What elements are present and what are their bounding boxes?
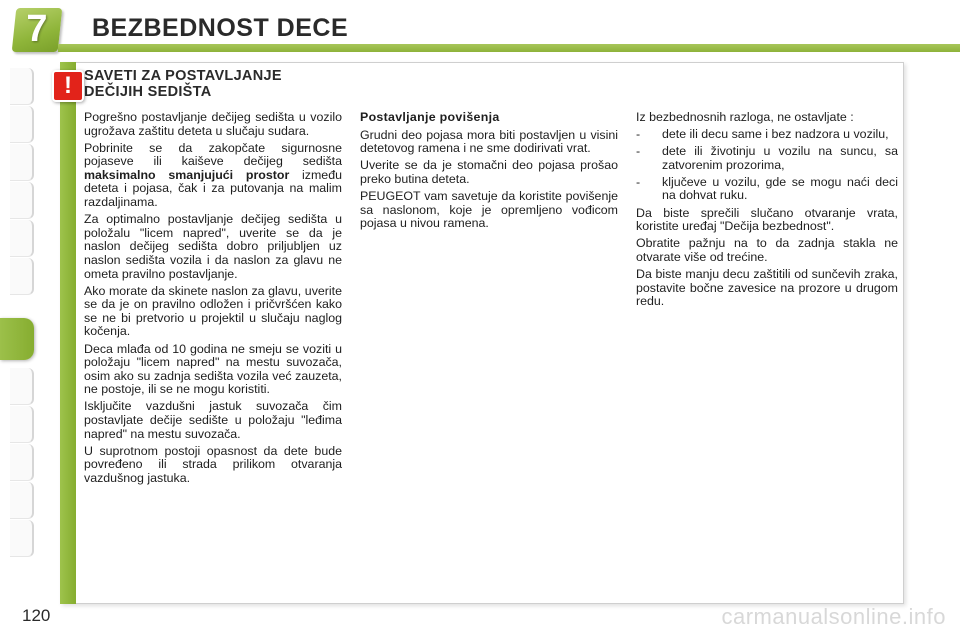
list-dash: -: [636, 127, 641, 142]
text-column-2: [360, 111, 618, 234]
list-dash: -: [636, 174, 641, 189]
chapter-tab[interactable]: [10, 482, 34, 519]
paragraph: Grudni deo pojasa mora biti postavljen u visini detetovog ramena i ne sme dodirivati vrat.: [360, 127, 618, 156]
list-item-text: dete ili decu same i bez nadzora u vozilu,: [662, 127, 889, 142]
list-item: [636, 145, 898, 172]
chapter-tab[interactable]: [10, 520, 34, 557]
chapter-tab[interactable]: [10, 220, 34, 257]
paragraph: PEUGEOT vam savetuje da koristite povišenje sa naslonom, koje je opremljeno vođicom pojasa u nivou ramena.: [360, 188, 618, 231]
watermark: carmanualsonline.info: [721, 604, 946, 629]
chapter-tab[interactable]: [10, 144, 34, 181]
paragraph: U suprotnom postoji opasnost da dete bude povređeno ili strada prilikom otvaranja vazdušnog jastuka.: [84, 443, 342, 485]
paragraph-text: između deteta i pojasa, čak i za putovanja na malim razdaljinama.: [84, 167, 342, 210]
section-title: [84, 68, 282, 100]
paragraph: Za optimalno postavljanje dečijeg sedišta u položalu "licem napred", uverite se da je naslon dečijeg sedišta dobro priljubljen uz naslon sedišta vozila i da naslon za glavu ne ometa pravilno postavljanje.: [84, 212, 342, 281]
chapter-tab[interactable]: [10, 444, 34, 481]
chapter-tab[interactable]: [10, 106, 34, 143]
paragraph: Da biste manju decu zaštitili od sunčevih zraka, postavite bočne zavesice na prozore u drugom redu.: [636, 266, 898, 309]
paragraph: Ako morate da skinete naslon za glavu, uverite se da je on pravilno odložen i pričvršćen kako se ne bi pretvorio u projektil u slučaju naglog kočenja.: [84, 283, 342, 339]
paragraph-text: Pobrinite se da zakopčate sigurnosne pojaseve ili kaiševe dečijeg sedišta: [84, 140, 342, 169]
chapter-number: 7: [26, 8, 48, 50]
list-item-text: dete ili životinju u vozilu na suncu, sa zatvorenim prozorima,: [662, 144, 898, 172]
text-column-3: [636, 111, 898, 312]
paragraph: Uverite se da je stomačni deo pojasa prošao preko butina deteta.: [360, 158, 618, 186]
paragraph: Pogrešno postavljanje dečijeg sedišta u vozilo ugrožava zaštitu deteta u slučaju sudara.: [84, 110, 342, 138]
chapter-tab-strip: [0, 60, 34, 580]
paragraph: Obratite pažnju na to da zadnja stakla ne otvarate više od trećine.: [636, 236, 898, 264]
chapter-tab[interactable]: [10, 258, 34, 295]
page-title: BEZBEDNOST DECE: [92, 14, 349, 42]
chapter-tab[interactable]: [10, 406, 34, 443]
subsection-heading: Postavljanje povišenja: [360, 110, 500, 124]
panel-accent-bar: [60, 62, 76, 604]
list-item: [636, 128, 898, 142]
paragraph: Da biste sprečili slučano otvaranje vrata, koristite uređaj "Dečija bezbednost".: [636, 205, 898, 234]
chapter-tab[interactable]: [10, 368, 34, 405]
header-divider: [58, 44, 960, 52]
warning-icon: !: [52, 70, 84, 102]
section-title-line1: SAVETI ZA POSTAVLJANJE: [84, 68, 282, 84]
page-number: 120: [22, 606, 51, 625]
paragraph: Deca mlađa od 10 godina ne smeju se voziti u položaju "licem napred" na mestu suvozača, osim ako su zadnja sedišta vozila već zauzeta, ne postoje, ili se ne mogu koristiti.: [84, 341, 342, 397]
list-item-text: ključeve u vozilu, gde se mogu naći deci na dohvat ruku.: [662, 174, 898, 203]
list-item: [636, 176, 898, 203]
chapter-tab-active[interactable]: [0, 318, 34, 360]
chapter-tab[interactable]: [10, 68, 34, 105]
emphasis-text: maksimalno smanjujući prostor: [84, 167, 290, 182]
paragraph: [84, 142, 342, 210]
chapter-tab[interactable]: [10, 182, 34, 219]
paragraph: Isključite vazdušni jastuk suvozača čim postavljate dečije sedište u položaju "leđima napred" na mestu suvozača.: [84, 399, 342, 441]
paragraph: Iz bezbednosnih razloga, ne ostavljate :: [636, 110, 854, 124]
text-column-1: [84, 111, 342, 489]
list-dash: -: [636, 144, 641, 159]
section-title-line2: DEČIJIH SEDIŠTA: [84, 84, 212, 100]
